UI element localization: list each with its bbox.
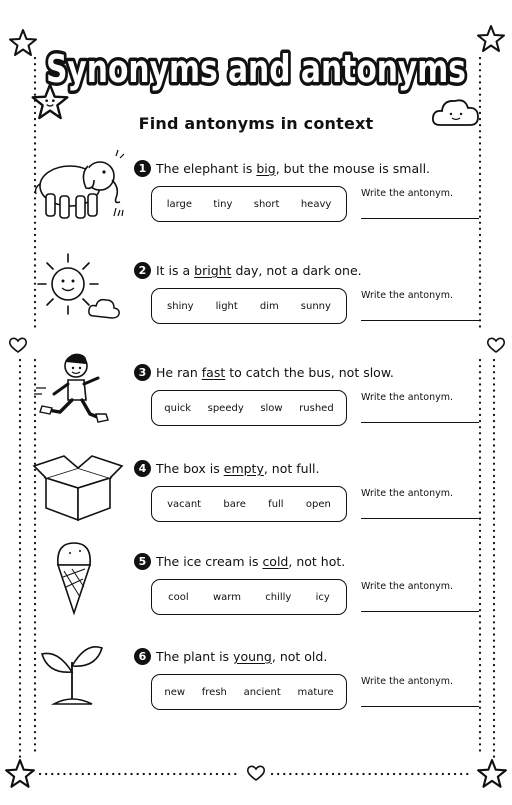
word-choice[interactable]: vacant [167, 498, 202, 510]
word-choice[interactable]: bare [223, 498, 246, 510]
word-choice[interactable]: light [215, 300, 238, 312]
answer-hint: Write the antonym. [361, 488, 454, 499]
ice-cream-icon [28, 537, 128, 627]
word-choice[interactable]: open [305, 498, 331, 510]
answer-line[interactable] [361, 611, 479, 612]
word-choice[interactable]: speedy [207, 402, 244, 414]
word-choice[interactable]: chilly [265, 591, 292, 603]
star-icon [8, 28, 38, 58]
word-choice[interactable]: heavy [300, 198, 332, 210]
word-choice[interactable]: cool [168, 591, 189, 603]
question-number: 1 [134, 160, 151, 177]
word-choices [151, 579, 347, 615]
word-choices [151, 390, 347, 426]
answer-hint: Write the antonym. [361, 581, 454, 592]
star-icon [4, 758, 36, 790]
target-word: empty [223, 461, 264, 476]
question-1 [0, 160, 512, 256]
question-sentence: The ice cream is cold, not hot. [156, 554, 346, 569]
word-choice[interactable]: sunny [300, 300, 331, 312]
svg-text:Synonyms and antonyms: Synonyms and antonyms [46, 47, 466, 91]
answer-hint: Write the antonym. [361, 676, 454, 687]
star-icon [476, 24, 506, 54]
heart-icon [246, 764, 266, 782]
answer-hint: Write the antonym. [361, 290, 454, 301]
target-word: big [256, 161, 276, 176]
word-choice[interactable]: icy [315, 591, 330, 603]
word-choice[interactable]: slow [260, 402, 283, 414]
answer-line[interactable] [361, 320, 479, 321]
star-icon [476, 758, 508, 790]
box-icon [28, 444, 128, 534]
answer-hint: Write the antonym. [361, 392, 454, 403]
sprout-icon [28, 632, 128, 722]
word-choice[interactable]: warm [212, 591, 241, 603]
answer-line[interactable] [361, 706, 479, 707]
word-choice[interactable]: new [164, 686, 186, 698]
word-choices [151, 186, 347, 222]
word-choice[interactable]: shiny [167, 300, 194, 312]
sun-icon [28, 246, 128, 336]
word-choice[interactable]: fresh [201, 686, 227, 698]
target-word: fast [201, 365, 226, 380]
word-choice[interactable]: dim [259, 300, 279, 312]
question-sentence: The box is empty, not full. [156, 461, 320, 476]
answer-line[interactable] [361, 422, 479, 423]
elephant-icon [28, 144, 128, 234]
word-choice[interactable]: large [166, 198, 193, 210]
word-choice[interactable]: full [268, 498, 284, 510]
word-choice[interactable]: ancient [243, 686, 281, 698]
target-word: bright [194, 263, 232, 278]
answer-hint: Write the antonym. [361, 188, 454, 199]
word-choice[interactable]: short [253, 198, 280, 210]
question-number: 3 [134, 364, 151, 381]
question-sentence: It is a bright day, not a dark one. [156, 263, 362, 278]
question-6 [0, 648, 512, 744]
question-number: 6 [134, 648, 151, 665]
word-choices [151, 486, 347, 522]
word-choice[interactable]: tiny [213, 198, 233, 210]
question-2 [0, 262, 512, 358]
word-choice[interactable]: quick [164, 402, 192, 414]
running-boy-icon [28, 348, 128, 438]
word-choices [151, 674, 347, 710]
word-choices [151, 288, 347, 324]
question-sentence: The elephant is big, but the mouse is small. [156, 161, 431, 176]
question-sentence: The plant is young, not old. [156, 649, 328, 664]
question-number: 2 [134, 262, 151, 279]
question-number: 4 [134, 460, 151, 477]
subtitle: Find antonyms in context [138, 114, 374, 133]
answer-line[interactable] [361, 518, 479, 519]
page-title [40, 36, 472, 98]
target-word: young [233, 649, 272, 664]
target-word: cold [262, 554, 289, 569]
question-sentence: He ran fast to catch the bus, not slow. [156, 365, 394, 380]
word-choice[interactable]: mature [297, 686, 334, 698]
answer-line[interactable] [361, 218, 479, 219]
question-number: 5 [134, 553, 151, 570]
word-choice[interactable]: rushed [299, 402, 334, 414]
